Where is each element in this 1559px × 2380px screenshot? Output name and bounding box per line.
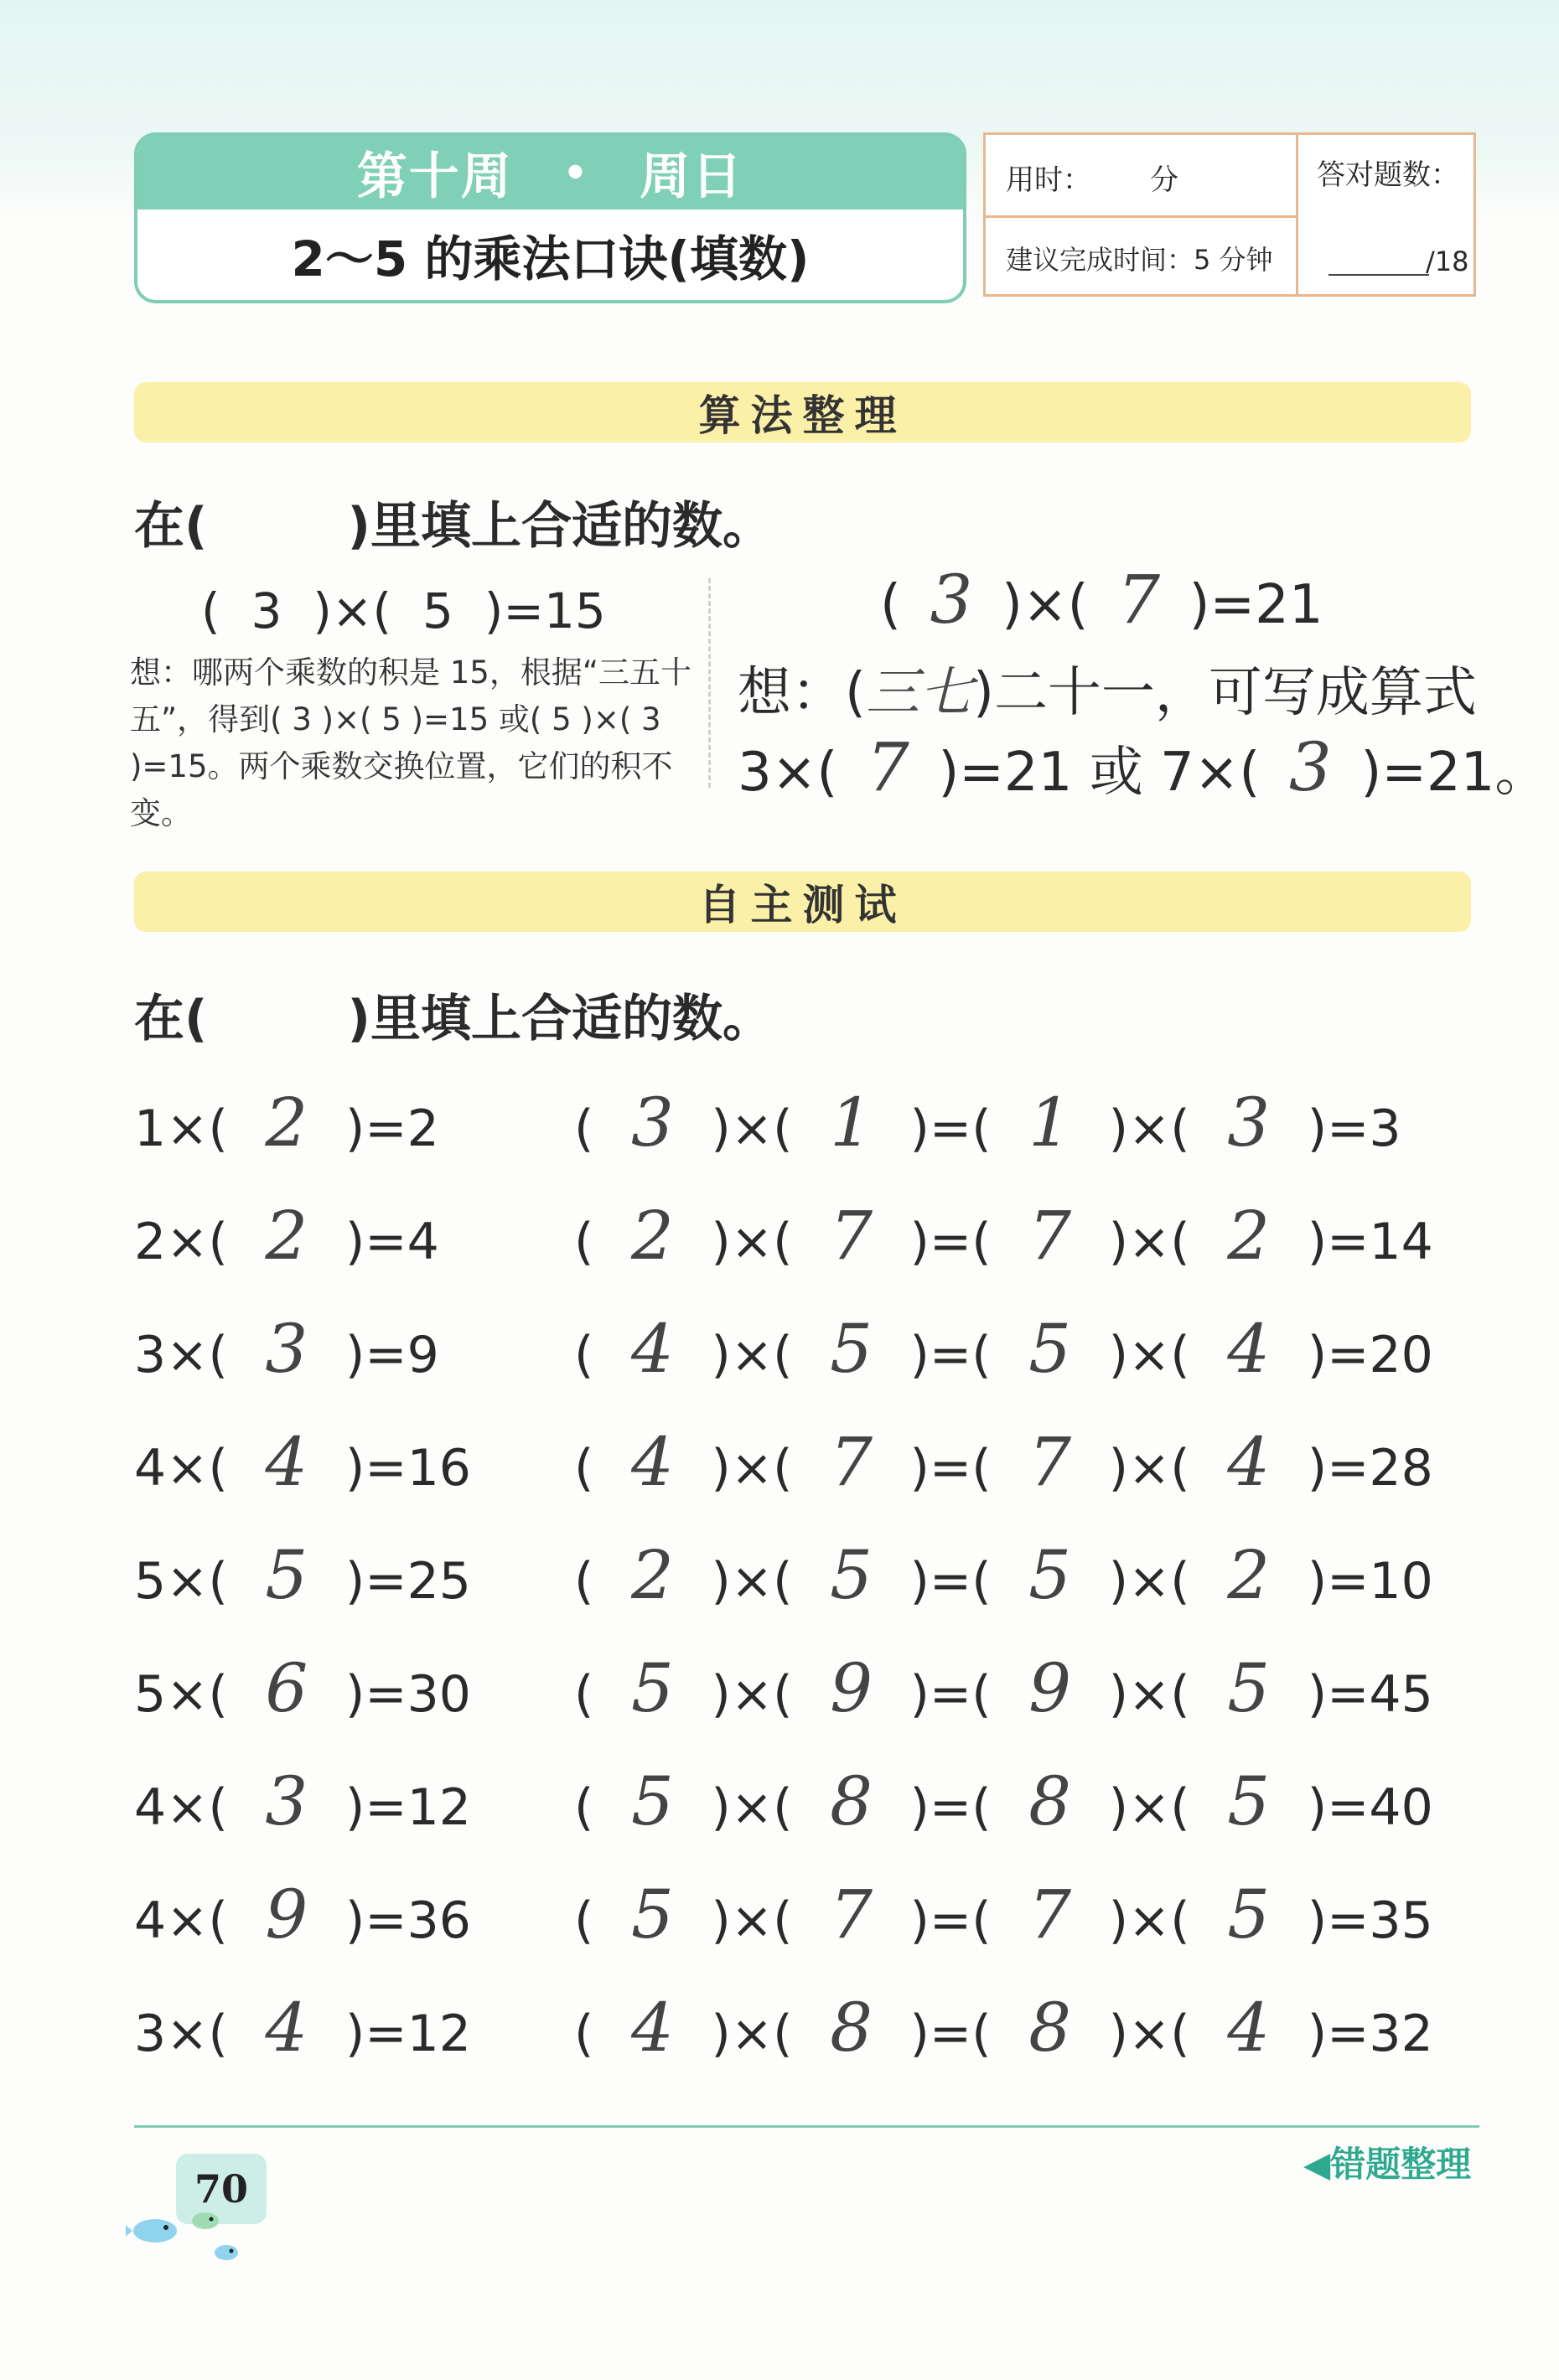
exercise-row [0, 1423, 1559, 1551]
right-blank-4[interactable]: 4 [1227, 1423, 1271, 1501]
title-box [134, 132, 966, 303]
think-blank[interactable]: 三七 [865, 662, 973, 724]
right-blank-3[interactable]: 9 [1028, 1649, 1072, 1727]
think-prefix: 想：( [738, 662, 866, 724]
time-used-row [1006, 157, 1178, 198]
score-label: 答对题数： [1317, 158, 1459, 192]
right-blank-1[interactable]: 3 [630, 1084, 674, 1162]
right-blank-4[interactable]: 5 [1227, 1876, 1271, 1953]
left-product: 12 [407, 2005, 471, 2063]
section-algorithm-header: 算法整理 [134, 382, 1471, 442]
left-factor: 4 [134, 1778, 167, 1837]
left-factor: 5 [134, 1552, 167, 1611]
formula-blank-1[interactable]: 7 [866, 728, 909, 806]
left-product: 12 [407, 1778, 471, 1837]
practice-blank-b[interactable]: 7 [1117, 561, 1160, 639]
left-product: 30 [407, 1665, 471, 1724]
right-blank-2[interactable]: 8 [830, 1762, 873, 1840]
error-review-link[interactable]: ◀错题整理 [1303, 2144, 1472, 2185]
right-blank-2[interactable]: 7 [830, 1876, 873, 1953]
day-label: 周日 [640, 147, 744, 206]
right-product: 20 [1369, 1326, 1433, 1384]
right-product: 40 [1369, 1778, 1433, 1837]
practice-equation: ( 3 )×( 7 )=21 [880, 561, 1323, 639]
right-blank-3[interactable]: 5 [1028, 1536, 1072, 1614]
right-blank-4[interactable]: 2 [1227, 1197, 1271, 1275]
week-day-banner [137, 136, 963, 210]
right-equation: ( 4 )×( 7 )=( 7 )×( 4 )=28 [574, 1423, 1433, 1501]
practice-blank-a[interactable]: 3 [930, 561, 973, 639]
right-equation: ( 4 )×( 5 )=( 5 )×( 4 )=20 [574, 1310, 1433, 1388]
left-blank[interactable]: 5 [265, 1536, 308, 1614]
exercise-row [0, 1762, 1559, 1891]
left-blank[interactable]: 9 [265, 1876, 308, 1953]
right-blank-2[interactable]: 8 [830, 1989, 873, 2067]
formula-part3: )=21。 [1360, 742, 1549, 804]
week-label: 第十周 [356, 147, 513, 206]
right-blank-4[interactable]: 5 [1227, 1762, 1271, 1840]
right-product: 3 [1369, 1099, 1401, 1158]
score-section [1298, 135, 1476, 294]
right-blank-1[interactable]: 5 [630, 1876, 674, 1953]
left-blank[interactable]: 2 [265, 1084, 308, 1162]
section-self-test-header: 自主测试 [134, 872, 1471, 932]
suggested-time: 建议完成时间：5 分钟 [1006, 244, 1273, 276]
example-equation: ( 3 )×( 5 )=15 [201, 582, 606, 639]
exercise-row [0, 1876, 1559, 2004]
example-explanation: 想：哪两个乘数的积是 15，根据“三五十五”，得到( 3 )×( 5 )=15 或( 5 )×( 3 )=15。两个乘数交换位置，它们的积不变。 [130, 654, 692, 831]
right-equation: ( 2 )×( 5 )=( 5 )×( 2 )=10 [574, 1536, 1433, 1614]
left-equation: 3×( 3 )=9 [134, 1310, 439, 1388]
left-factor: 4 [134, 1891, 167, 1950]
left-factor: 1 [134, 1099, 167, 1158]
exercise-row [0, 1310, 1559, 1438]
formula-part1: 3×( [738, 742, 838, 804]
right-blank-3[interactable]: 8 [1028, 1989, 1072, 2067]
left-product: 9 [407, 1326, 439, 1384]
right-blank-1[interactable]: 4 [630, 1423, 674, 1501]
right-equation: ( 4 )×( 8 )=( 8 )×( 4 )=32 [574, 1989, 1433, 2067]
left-product: 36 [407, 1891, 471, 1950]
right-product: 45 [1369, 1665, 1433, 1724]
right-blank-3[interactable]: 1 [1028, 1084, 1072, 1162]
practice-product: 21 [1255, 574, 1323, 636]
right-product: 10 [1369, 1552, 1433, 1611]
right-blank-3[interactable]: 7 [1028, 1876, 1072, 1953]
left-blank[interactable]: 6 [265, 1649, 308, 1727]
right-blank-3[interactable]: 7 [1028, 1423, 1072, 1501]
left-equation: 4×( 4 )=16 [134, 1423, 471, 1501]
right-blank-4[interactable]: 3 [1227, 1084, 1271, 1162]
time-used-label: 用时： [1006, 163, 1091, 197]
practice-think-line [738, 649, 1477, 727]
right-blank-1[interactable]: 2 [630, 1536, 674, 1614]
right-blank-4[interactable]: 4 [1227, 1310, 1271, 1388]
left-blank[interactable]: 4 [265, 1989, 308, 2067]
right-equation: ( 2 )×( 7 )=( 7 )×( 2 )=14 [574, 1197, 1433, 1275]
left-blank[interactable]: 3 [265, 1310, 308, 1388]
left-factor: 3 [134, 2005, 167, 2063]
right-equation: ( 5 )×( 8 )=( 8 )×( 5 )=40 [574, 1762, 1433, 1840]
right-product: 28 [1369, 1439, 1433, 1498]
page-title: 2～5 的乘法口诀(填数) [291, 230, 810, 287]
footer-divider [134, 2125, 1479, 2128]
right-blank-4[interactable]: 2 [1227, 1536, 1271, 1614]
left-blank[interactable]: 4 [265, 1423, 308, 1501]
right-blank-2[interactable]: 1 [830, 1084, 873, 1162]
right-blank-2[interactable]: 5 [830, 1310, 873, 1388]
right-blank-1[interactable]: 4 [630, 1989, 674, 2067]
time-section [986, 135, 1298, 294]
separator-dot: • [562, 150, 590, 195]
score-total: /18 [1426, 246, 1469, 277]
right-product: 14 [1369, 1213, 1433, 1271]
practice-formula-line [738, 729, 1548, 806]
right-blank-3[interactable]: 8 [1028, 1762, 1072, 1840]
score-input-line[interactable] [1329, 244, 1429, 276]
left-factor: 4 [134, 1439, 167, 1498]
left-equation: 4×( 9 )=36 [134, 1876, 471, 1953]
right-product: 35 [1369, 1891, 1433, 1950]
right-blank-1[interactable]: 4 [630, 1310, 674, 1388]
left-factor: 3 [134, 1326, 167, 1384]
right-blank-2[interactable]: 5 [830, 1536, 873, 1614]
section1-instruction: 在( )里填上合适的数。 [134, 497, 773, 556]
exercise-row [0, 1536, 1559, 1664]
left-equation: 5×( 5 )=25 [134, 1536, 471, 1614]
section2-instruction: 在( )里填上合适的数。 [134, 990, 773, 1048]
left-product: 25 [407, 1552, 471, 1611]
left-equation: 1×( 2 )=2 [134, 1084, 439, 1162]
formula-part2: )=21 或 7×( [938, 742, 1261, 804]
example-divider [708, 578, 711, 788]
right-blank-1[interactable]: 5 [630, 1649, 674, 1727]
right-blank-4[interactable]: 4 [1227, 1989, 1271, 2067]
right-equation: ( 5 )×( 9 )=( 9 )×( 5 )=45 [574, 1649, 1433, 1727]
left-blank[interactable]: 3 [265, 1762, 308, 1840]
left-product: 4 [407, 1213, 439, 1271]
left-factor: 2 [134, 1213, 167, 1271]
formula-blank-2[interactable]: 3 [1288, 728, 1332, 806]
right-blank-4[interactable]: 5 [1227, 1649, 1271, 1727]
left-product: 16 [407, 1439, 471, 1498]
fish-decoration-icon [126, 2204, 251, 2271]
left-factor: 5 [134, 1665, 167, 1724]
minutes-label: 分 [1150, 163, 1178, 197]
right-product: 32 [1369, 2005, 1433, 2063]
right-blank-2[interactable]: 9 [830, 1649, 873, 1727]
page-number: 70 [176, 2154, 267, 2224]
left-blank[interactable]: 2 [265, 1197, 308, 1275]
right-equation: ( 3 )×( 1 )=( 1 )×( 3 )=3 [574, 1084, 1401, 1162]
right-blank-3[interactable]: 5 [1028, 1310, 1072, 1388]
exercise-row [0, 1649, 1559, 1777]
right-blank-3[interactable]: 7 [1028, 1197, 1072, 1275]
exercise-row [0, 1197, 1559, 1325]
right-equation: ( 5 )×( 7 )=( 7 )×( 5 )=35 [574, 1876, 1433, 1953]
right-blank-2[interactable]: 7 [830, 1197, 873, 1275]
time-score-box [983, 132, 1476, 297]
exercise-row [0, 1084, 1559, 1212]
right-blank-1[interactable]: 5 [630, 1762, 674, 1840]
think-suffix: )二十一，可写成算式 [972, 662, 1477, 724]
left-equation: 5×( 6 )=30 [134, 1649, 471, 1727]
right-blank-1[interactable]: 2 [630, 1197, 674, 1275]
left-product: 2 [407, 1099, 439, 1158]
exercise-row [0, 1989, 1559, 2117]
time-divider [986, 215, 1296, 218]
left-equation: 3×( 4 )=12 [134, 1989, 471, 2067]
left-equation: 4×( 3 )=12 [134, 1762, 471, 1840]
left-equation: 2×( 2 )=4 [134, 1197, 439, 1275]
right-blank-2[interactable]: 7 [830, 1423, 873, 1501]
